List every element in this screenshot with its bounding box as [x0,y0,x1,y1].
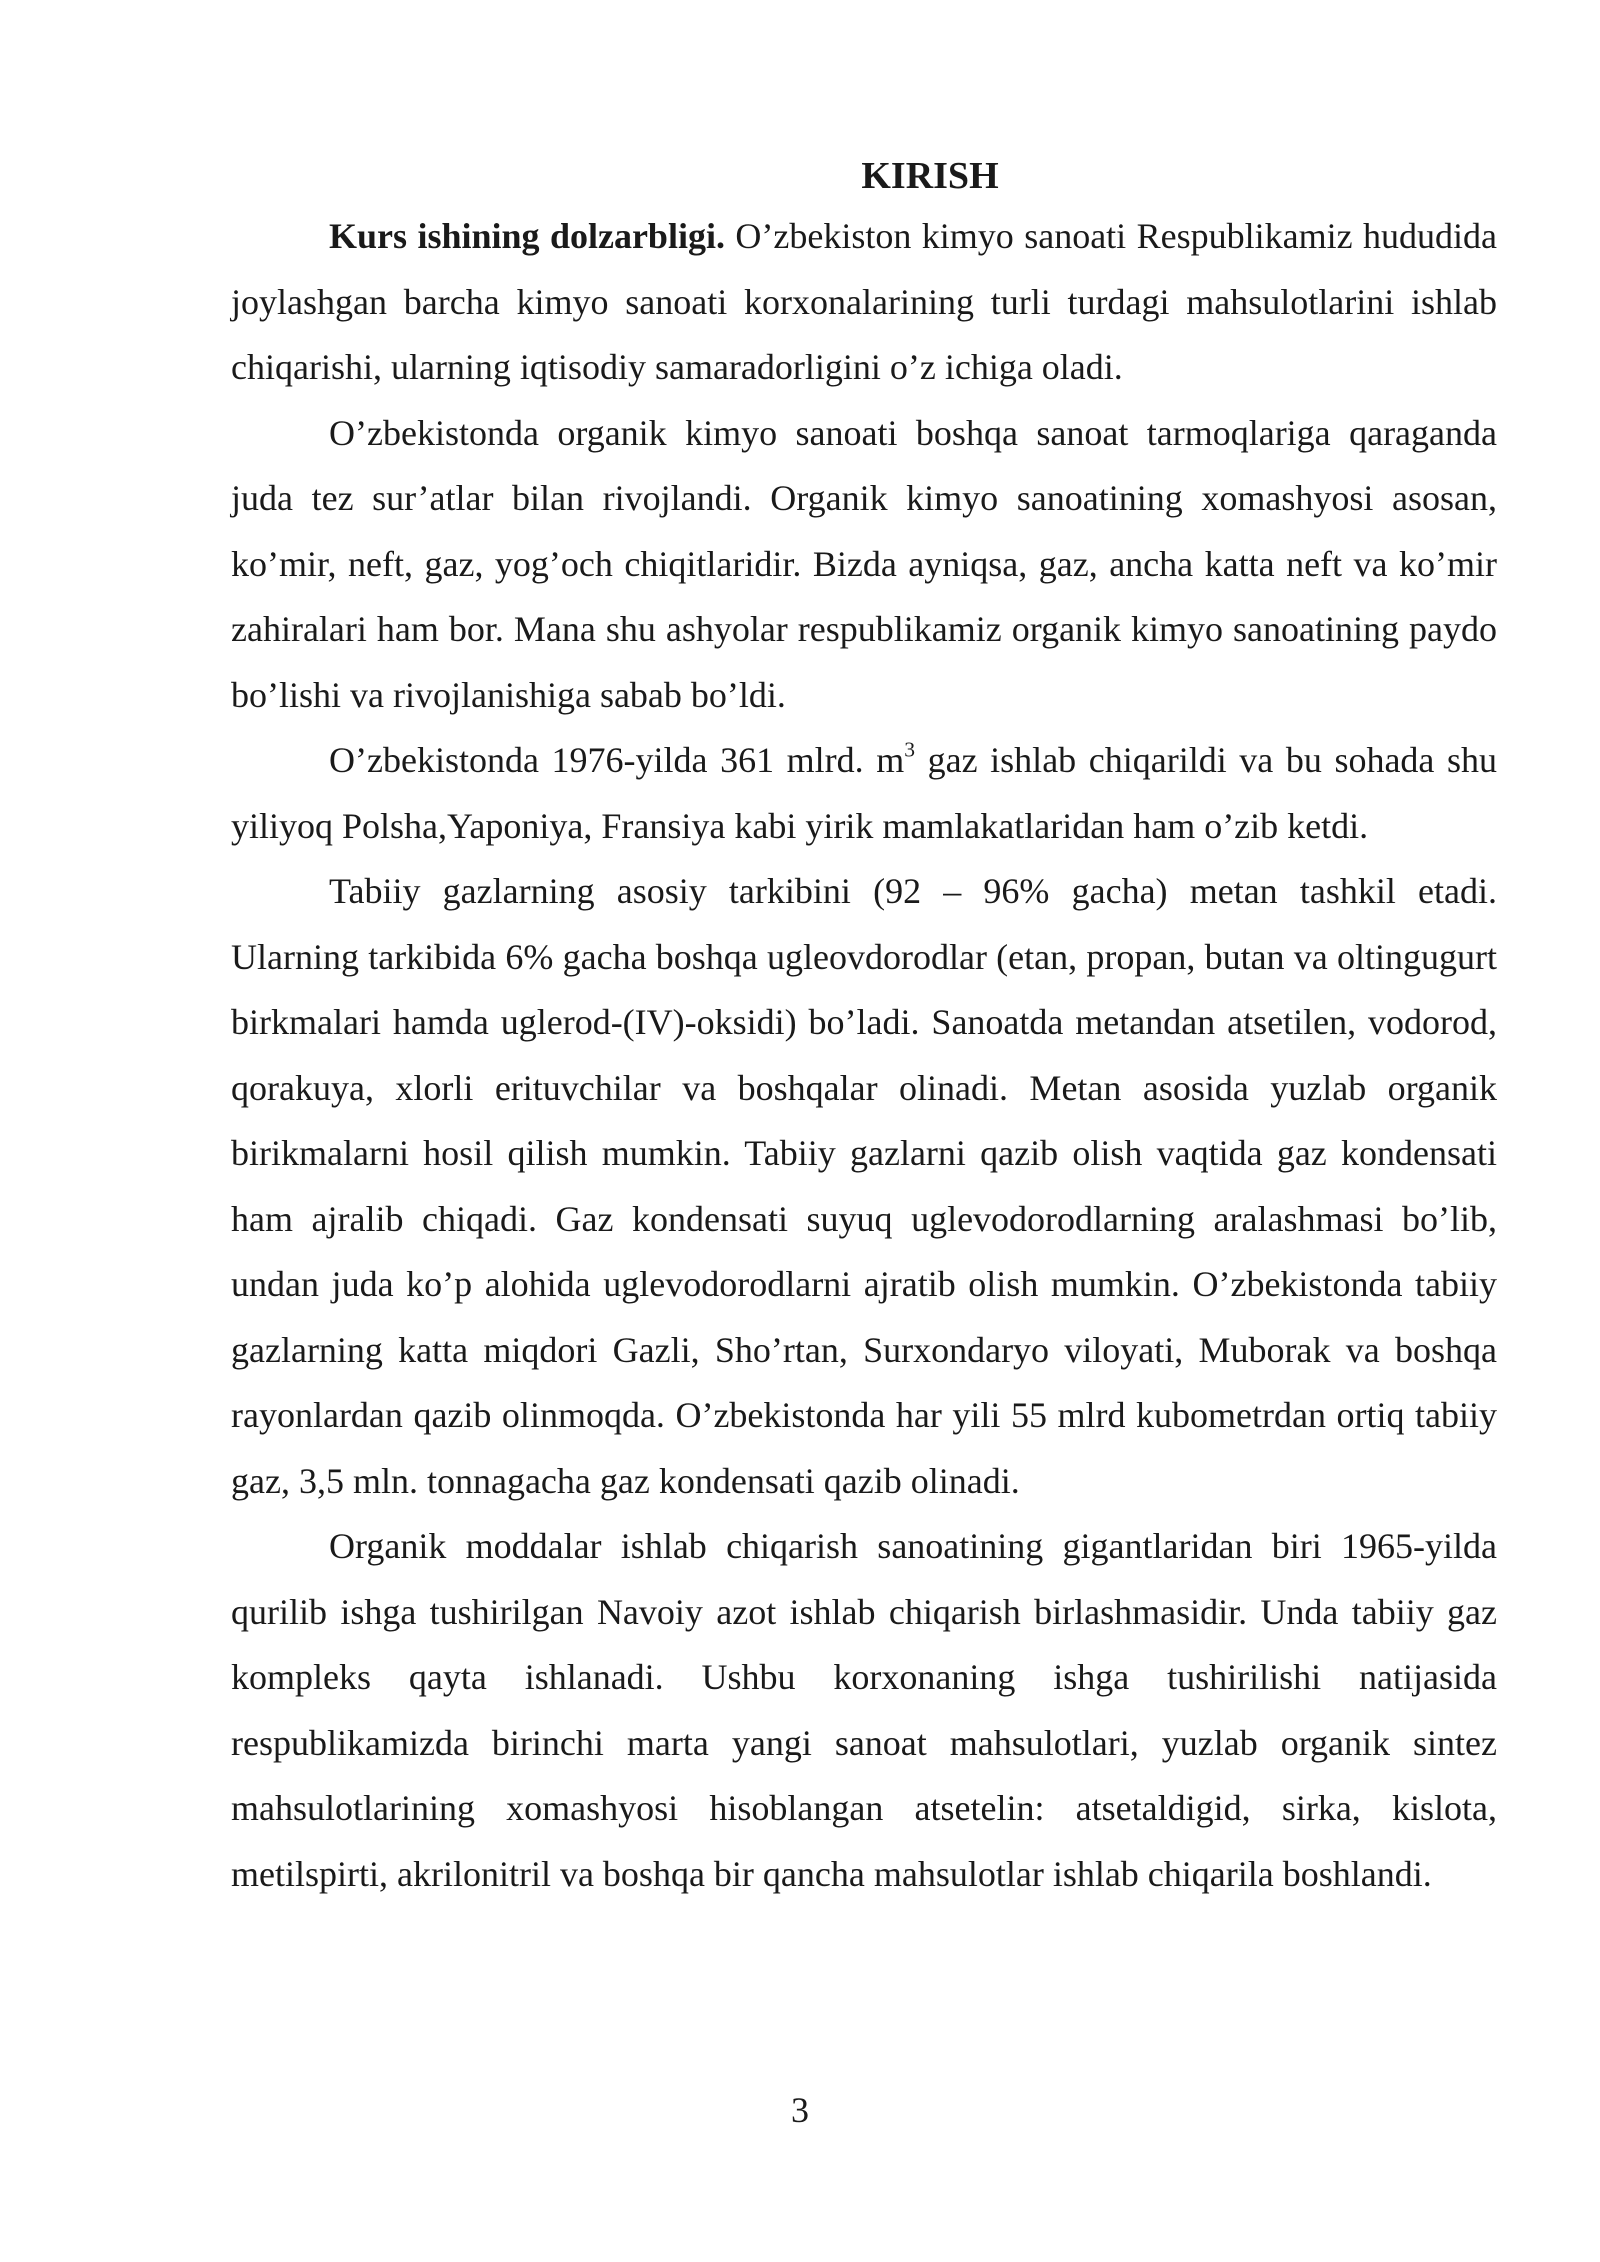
paragraph-relevance [231,204,1497,401]
paragraph-text: O’zbekistonda 1976-yilda 361 mlrd. m [329,740,905,780]
document-page [231,148,1497,1907]
superscript-exponent: 3 [904,737,916,762]
paragraph-navoiy-azot: Organik moddalar ishlab chiqarish sanoatining gigantlaridan biri 1965-yilda qurilib ishga tushirilgan Navoiy azot ishlab chiqarish birlashmasidir. Unda tabiiy gaz kompleks qayta ishlanadi. Ushbu korxonaning ishga tushirilishi natijasida respublikamizda birinchi marta yangi sanoat mahsulotlari, yuzlab organik sintez mahsulotlarining xomashyosi hisoblangan atsetelin: atsetaldigid, sirka, kislota, metilspirti, akrilonitril va boshqa bir qancha mahsulotlar ishlab chiqarila boshlandi. [231,1526,1497,1894]
paragraph-gas-production [231,728,1497,859]
section-heading: KIRISH [861,155,999,197]
paragraph-lead: Kurs ishining dolzarbligi. [329,216,725,256]
paragraph-text: gaz ishlab chiqarildi va bu sohada shu yiliyoq Polsha,Yaponiya, Fransiya kabi yirik mamlakatlaridan ham o’zib ketdi. [231,740,1498,846]
paragraph-natural-gas: Tabiiy gazlarning asosiy tarkibini (92 – 96% gacha) metan tashkil etadi. Ularning tarkibida 6% gacha boshqa ugleovdorodlar (etan, propan, butan va oltingugurt birkmalari hamda uglerod-(IV)-oksidi) bo’ladi. Sanoatda metandan atsetilen, vodorod, qorakuya, xlorli erituvchilar va boshqalar olinadi. Metan asosida yuzlab organik birikmalarni hosil qilish mumkin. Tabiiy gazlarni qazib olish vaqtida gaz kondensati ham ajralib chiqadi. Gaz kondensati suyuq uglevodorodlarning aralashmasi bo’lib, undan juda ko’p alohida uglevodorodlarni ajratib olish mumkin. O’zbekistonda tabiiy gazlarning katta miqdori Gazli, Sho’rtan, Surxondaryo viloyati, Muborak va boshqa rayonlardan qazib olinmoqda. O’zbekistonda har yili 55 mlrd kubometrdan ortiq tabiiy gaz, 3,5 mln. tonnagacha gaz kondensati qazib olinadi. [231,871,1497,1501]
paragraph-organic-chemistry: O’zbekistonda organik kimyo sanoati boshqa sanoat tarmoqlariga qaraganda juda tez sur’atlar bilan rivojlandi. Organik kimyo sanoatining xomashyosi asosan, ko’mir, neft, gaz, yog’och chiqitlaridir. Bizda ayniqsa, gaz, ancha katta neft va ko’mir zahiralari ham bor. Mana shu ashyolar respublikamiz organik kimyo sanoatining paydo bo’lishi va rivojlanishiga sabab bo’ldi. [231,412,1497,715]
page-number: 3 [791,2090,809,2130]
paragraph-text: O’zbekiston kimyo sanoati Respublikamiz hududida joylashgan barcha kimyo sanoati korxonalarining turli turdagi mahsulotlarini ishlab chiqarishi, ularning iqtisodiy samaradorligini o’z ichiga oladi. [231,216,1497,387]
